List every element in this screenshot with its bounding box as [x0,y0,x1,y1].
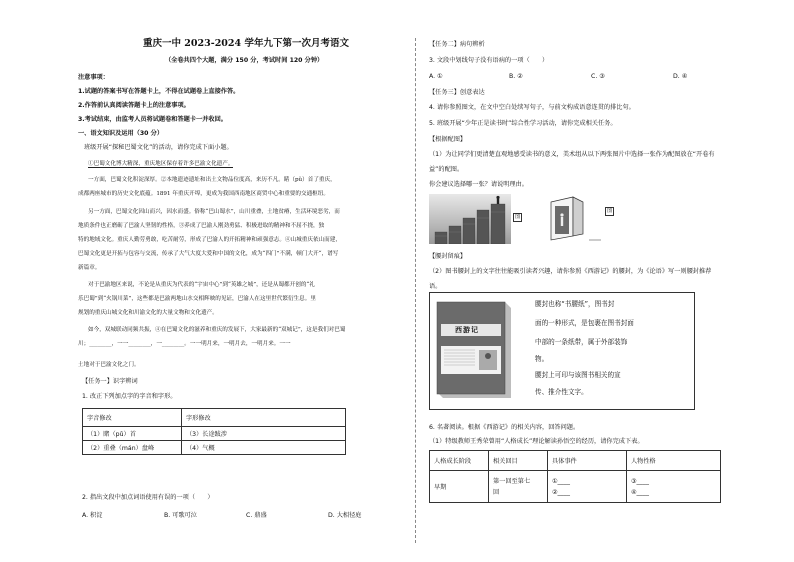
table-header: 人格成长阶段 [430,451,489,471]
table-cell: （2）重叠（mán）盘峰 [83,441,182,455]
note-item: 3.考试结束，由监考人员将试题卷和答题卡一并收回。 [78,116,227,123]
table-cell: （4）气概 [182,441,346,455]
option-d: D. ④ [673,73,688,80]
exam-info: （全卷共四个大题，满分 150 分，考试时间 120 分钟） [165,57,324,64]
question-5: 5. 班级开展“少年正是读书时”综合性学习活动，请你完成相关任务。 [429,120,617,127]
cover-desc-line: 传、推介性文字。 [535,388,588,396]
answer-blank: ②____ [552,488,570,496]
table-cell [489,471,548,503]
cover-desc-line: 腰封上可印与该图书相关的宣 [535,371,621,379]
task1-heading: 【任务一】识字辨词 [82,378,138,385]
passage-line: 如今，双城联动同频共振，④在巴蜀文化的滋养和重庆的发展下，大家最新的“双城记”，这是我们对巴蜀 [88,327,346,333]
cover-heading: 【腰封留痕】 [429,253,467,260]
passage-line: 川；________，一一________，一________。一一明月来，一明月去，一明月来。一一 [78,341,291,347]
option-a: A. ① [429,73,443,80]
task2-heading: 【任务二】病句辨析 [429,41,485,48]
pic-instruction: （1）为让同学们更清楚直观地感受读书的意义，美术组从以下两张图片中选择一张作为配图放在“开卷有 [429,151,715,158]
column-divider [415,38,416,543]
passage-line: 乐巴蜀”到“火锅川菜”，这些都是巴渝两地山水交相辉映的见证，巴渝人在这里世代繁衍生息。里 [78,296,316,302]
image-label-a: 图 [515,214,521,220]
task3-heading: 【任务三】创意表达 [429,89,485,96]
option-c: C. ③ [591,73,605,80]
section-heading: 一、语文知识及运用（30 分） [78,130,164,137]
table-cell: 早期 [430,471,489,503]
question-1: 1. 改正下列加点字的字音和字形。 [82,393,177,400]
book-cover-title: 西游记 [455,325,479,334]
option-b: B. 可歌可泣 [164,512,197,519]
chapter-text: 第一回至第七 [493,477,531,485]
q1-table [82,408,346,455]
option-c: C. 鼎盛 [246,512,267,519]
passage-line: 规划的重庆山城文化和川渝文化的大量文物和文化遗产。 [78,310,218,316]
cover-desc-line: 面的一种形式，是包裹在图书封面 [535,319,634,327]
table-header: 人物性格 [627,451,721,471]
passage-line: 土地对于巴渝文化之门。 [78,362,140,368]
answer-blank: ③____ [631,477,649,485]
table-header: 字音修改 [83,409,182,427]
note-item: 2.作答前认真阅读答题卡上的注意事项。 [78,102,190,109]
pic-instruction: 益”的配图。 [429,166,464,173]
passage-line: 另一方面，巴蜀文化因山而兴，因水而盛。俗称“巴山蜀水”，山川重叠，土地贫瘠，生活环境恶劣，而 [88,209,340,215]
question-6-sub: （1）特级教师王秀荣曾用“人格成长”理论解读孙悟空的经历，请你完成下表。 [429,438,644,445]
passage-line: 特的地域文化。重庆人勤劳勇敢，吃苦耐劳，形成了巴渝人的开拓精神和顽强意志。④山城重庆依山而建， [78,237,341,243]
passage-line: 成都两座城市的历史文化底蕴。1891 年重庆开埠，更成为我国西南地区商贸中心和重要的交通枢纽。 [78,191,329,197]
passage-line: ①巴蜀文化博大精深，重庆地区保存着许多巴渝文化遗产。 [88,161,234,167]
book-cover-image [435,298,513,402]
option-a: A. 积淀 [82,512,103,519]
passage-line: 地质条件也正磨砺了巴渝人坚韧的性格，③养成了巴渝人刚劲勇猛、积极进取的精神和不屈不挠，独 [78,223,325,229]
note-item: 1.试题的答案书写在答题卡上，不得在试题卷上直接作答。 [78,88,240,95]
table-cell [548,471,627,503]
page-title: 重庆一中 2023-2024 学年九下第一次月考语文 [143,38,349,49]
option-d: D. 大相径庭 [328,512,362,519]
cover-desc-line: 中部的一条纸带，属于外部装饰 [535,338,628,346]
notes-heading: 注意事项： [78,74,109,81]
table-cell: （3）长途跋涉 [182,427,346,441]
question-2: 2. 指出文段中加点词语使用有误的一项（ ） [82,494,214,501]
table-header: 相关回目 [489,451,548,471]
passage-line: 对于巴渝地区来说，不论是从重庆为代表的“宇宙中心”到“英雄之城”，还是从蜀都开创的“礼 [88,282,315,288]
section-intro: 班级开展“探秘巴蜀文化”的活动，请你完成下面小题。 [84,144,233,151]
door-image [543,194,603,244]
question-4: 4. 请你参照图文，在文中空白处续写句子，与前文构成语意连贯的排比句。 [429,104,635,111]
answer-blank: ①____ [552,477,570,485]
books-stack-image [429,194,511,244]
table-cell: （1）睹（pǔ）首 [83,427,182,441]
table-header: 字形修改 [182,409,346,427]
table-header: 具体事件 [548,451,627,471]
answer-blank: ④____ [631,488,649,496]
passage-line: 新篇章。 [78,265,101,271]
q6-table [429,450,721,503]
cover-instruction: （2）图书腰封上的文字往往能吸引读者兴趣，请你参照《西游记》的腰封，为《论语》写一则腰封推荐 [429,268,712,275]
passage-line: 巴蜀文化更是开拓与包容与交流，传承了大气大度大爱和中国的文化，成为“四门”不满，顿门大开“，谱写 [78,251,339,257]
table-cell [627,471,721,503]
pic-instruction: 你会建议选择哪一张？请说明理由。 [429,181,528,188]
pic-heading: 【根据配图】 [429,136,467,143]
cover-desc-line: 腰封也称“书腰纸”，图书封 [535,300,615,308]
question-6: 6. 名著阅读。根据《西游记》的相关内容，回答问题。 [429,424,580,431]
cover-desc-line: 物。 [535,355,549,363]
passage-line: 一方面，巴蜀文化积淀深厚。②本地遗迹遗址和出土文物品位度高，来历不凡。睹（pǔ）首了重庆， [88,177,336,183]
cover-instruction: 语。 [429,283,442,290]
option-b: B. ② [509,73,523,80]
image-label-b: 图 [607,208,613,214]
question-3: 3. 文段中划线句子没有语病的一项（ ） [429,57,549,64]
chapter-text: 回 [493,488,500,496]
